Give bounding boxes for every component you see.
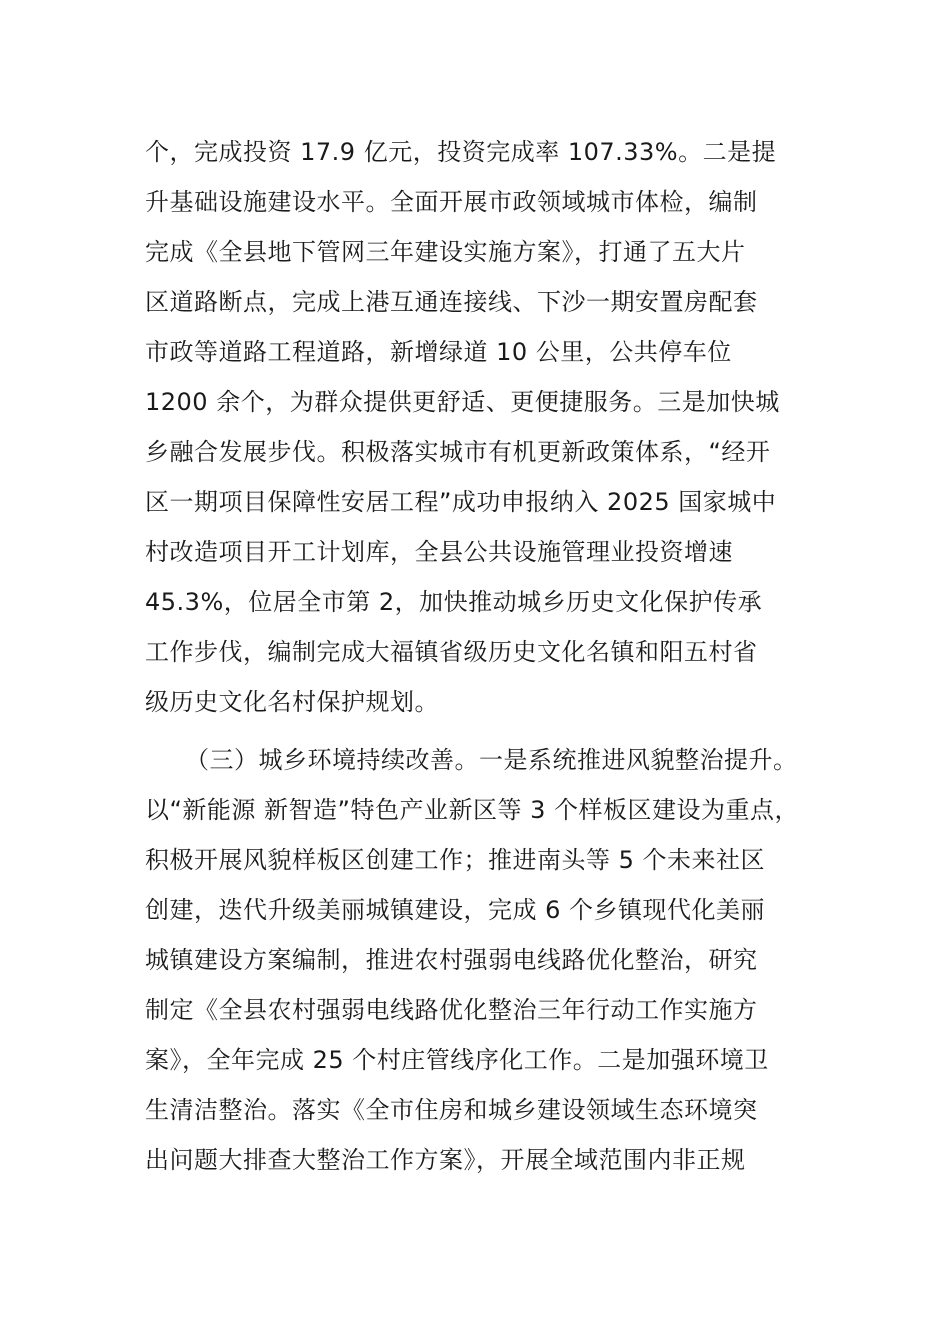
paragraph-line: 生清洁整治。落实《全市住房和城乡建设领域生态环境突 bbox=[145, 1096, 758, 1124]
paragraph-line: 积极开展风貌样板区创建工作；推进南头等 5 个未来社区 bbox=[145, 846, 766, 874]
paragraph-line: 乡融合发展步伐。积极落实城市有机更新政策体系，“经开 bbox=[145, 438, 771, 466]
paragraph-line: 工作步伐，编制完成大福镇省级历史文化名镇和阳五村省 bbox=[145, 638, 758, 666]
paragraph-line: 案》，全年完成 25 个村庄管线序化工作。二是加强环境卫 bbox=[145, 1046, 769, 1074]
paragraph-line: 村改造项目开工计划库，全县公共设施管理业投资增速 bbox=[145, 538, 733, 566]
paragraph-line: 1200 余个，为群众提供更舒适、更便捷服务。三是加快城 bbox=[145, 388, 780, 416]
paragraph-line: 区一期项目保障性安居工程”成功申报纳入 2025 国家城中 bbox=[145, 488, 777, 516]
paragraph-line: 升基础设施建设水平。全面开展市政领域城市体检，编制 bbox=[145, 188, 758, 216]
paragraph-line: 个，完成投资 17.9 亿元，投资完成率 107.33%。二是提 bbox=[145, 138, 777, 166]
paragraph-line: （三）城乡环境持续改善。一是系统推进风貌整治提升。 bbox=[185, 746, 798, 774]
paragraph-line: 创建，迭代升级美丽城镇建设，完成 6 个乡镇现代化美丽 bbox=[145, 896, 766, 924]
paragraph-line: 45.3%，位居全市第 2，加快推动城乡历史文化保护传承 bbox=[145, 588, 763, 616]
paragraph-line: 以“新能源 新智造”特色产业新区等 3 个样板区建设为重点， bbox=[145, 796, 800, 824]
paragraph-line: 区道路断点，完成上港互通连接线、下沙一期安置房配套 bbox=[145, 288, 758, 316]
paragraph-line: 出问题大排查大整治工作方案》，开展全域范围内非正规 bbox=[145, 1146, 746, 1174]
paragraph-line: 完成《全县地下管网三年建设实施方案》，打通了五大片 bbox=[145, 238, 746, 266]
paragraph-line: 级历史文化名村保护规划。 bbox=[145, 688, 439, 716]
paragraph-line: 城镇建设方案编制，推进农村强弱电线路优化整治，研究 bbox=[145, 946, 758, 974]
paragraph-line: 市政等道路工程道路，新增绿道 10 公里，公共停车位 bbox=[145, 338, 732, 366]
paragraph-line: 制定《全县农村强弱电线路优化整治三年行动工作实施方 bbox=[145, 996, 758, 1024]
